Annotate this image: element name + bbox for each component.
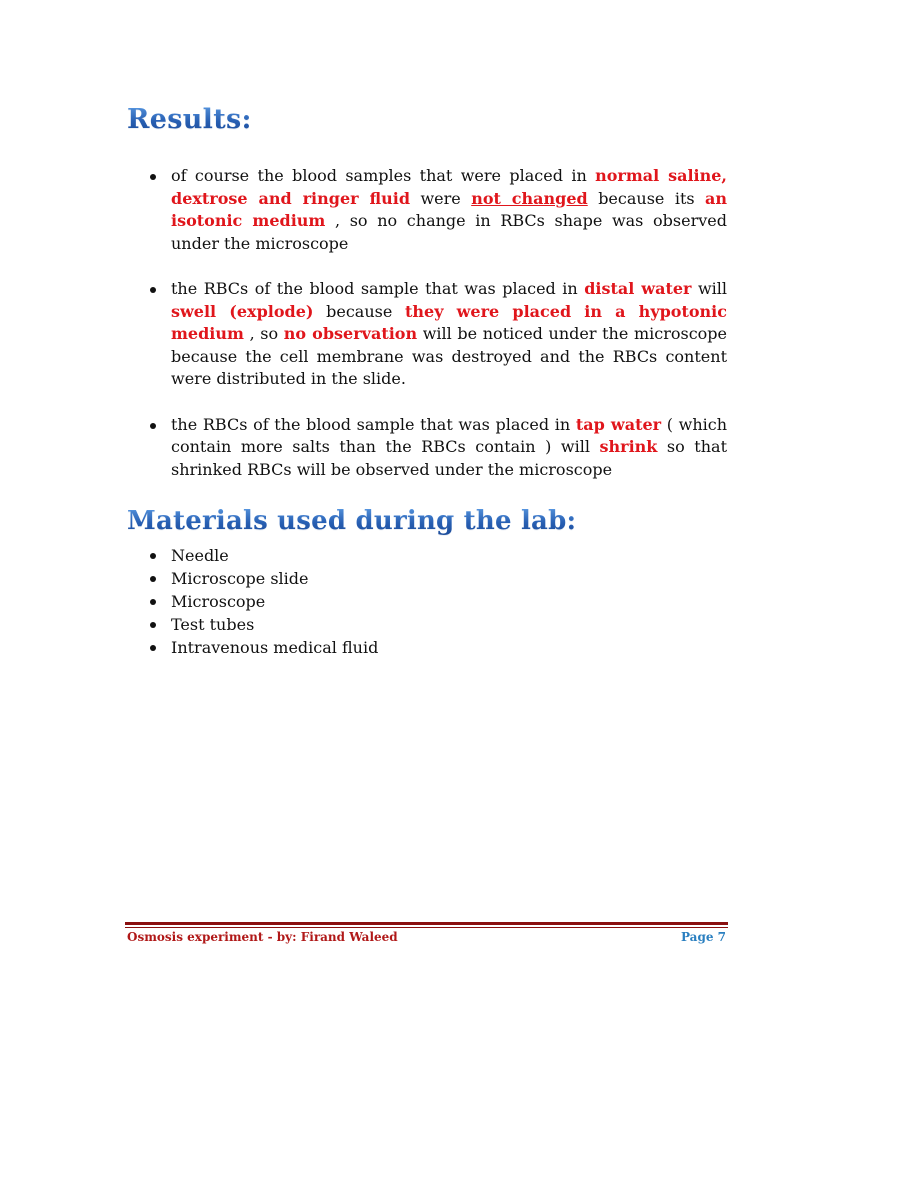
- results-list: [145, 165, 727, 504]
- material-item: Needle: [145, 544, 378, 567]
- footer-rule-thin: [125, 927, 728, 928]
- result-highlight: shrink: [599, 437, 658, 457]
- result-item-isotonic: [145, 165, 727, 255]
- result-text: ( which contain more salts than the RBCs contain ) will: [171, 414, 728, 457]
- result-highlight-underlined: not changed: [471, 188, 588, 208]
- result-text: because: [313, 301, 405, 321]
- result-text: of course the blood samples that were placed in: [171, 166, 596, 185]
- result-highlight: tap water: [575, 414, 662, 434]
- results-heading: Results:: [127, 104, 252, 135]
- material-item: Test tubes: [145, 613, 378, 636]
- result-text: the RBCs of the blood sample that was placed in: [171, 414, 576, 434]
- materials-heading: Materials used during the lab:: [127, 506, 577, 536]
- result-text: were: [410, 188, 472, 208]
- material-item: Microscope slide: [145, 567, 378, 590]
- result-item-hypertonic: [145, 414, 727, 482]
- result-text: , so no change in RBCs shape was observed under the microscope: [171, 211, 727, 253]
- result-highlight: an isotonic medium: [171, 188, 728, 231]
- material-item: Microscope: [145, 590, 378, 613]
- result-text: so that shrinked RBCs will be observed under the microscope: [171, 437, 728, 479]
- footer-rule: [125, 922, 728, 925]
- materials-list: [145, 544, 378, 659]
- result-text: because its: [587, 188, 706, 208]
- result-text: , so: [243, 324, 284, 344]
- result-text: will: [691, 278, 727, 298]
- result-highlight: swell (explode): [171, 301, 314, 321]
- result-highlight: they were placed in a hypotonic medium: [171, 301, 727, 344]
- footer-document-title: Osmosis experiment - by: Firand Waleed: [127, 930, 398, 944]
- result-text: will be noticed under the microscope because the cell membrane was destroyed and the RBCs content were distributed in the slide.: [171, 324, 728, 389]
- result-text: the RBCs of the blood sample that was placed in: [171, 278, 585, 298]
- result-highlight: no observation: [283, 324, 418, 344]
- result-highlight: normal saline, dextrose and ringer fluid: [171, 166, 728, 208]
- result-item-hypotonic: [145, 278, 727, 391]
- footer-page-number: Page 7: [680, 930, 726, 944]
- material-item: Intravenous medical fluid: [145, 636, 378, 659]
- result-highlight: distal water: [584, 278, 692, 298]
